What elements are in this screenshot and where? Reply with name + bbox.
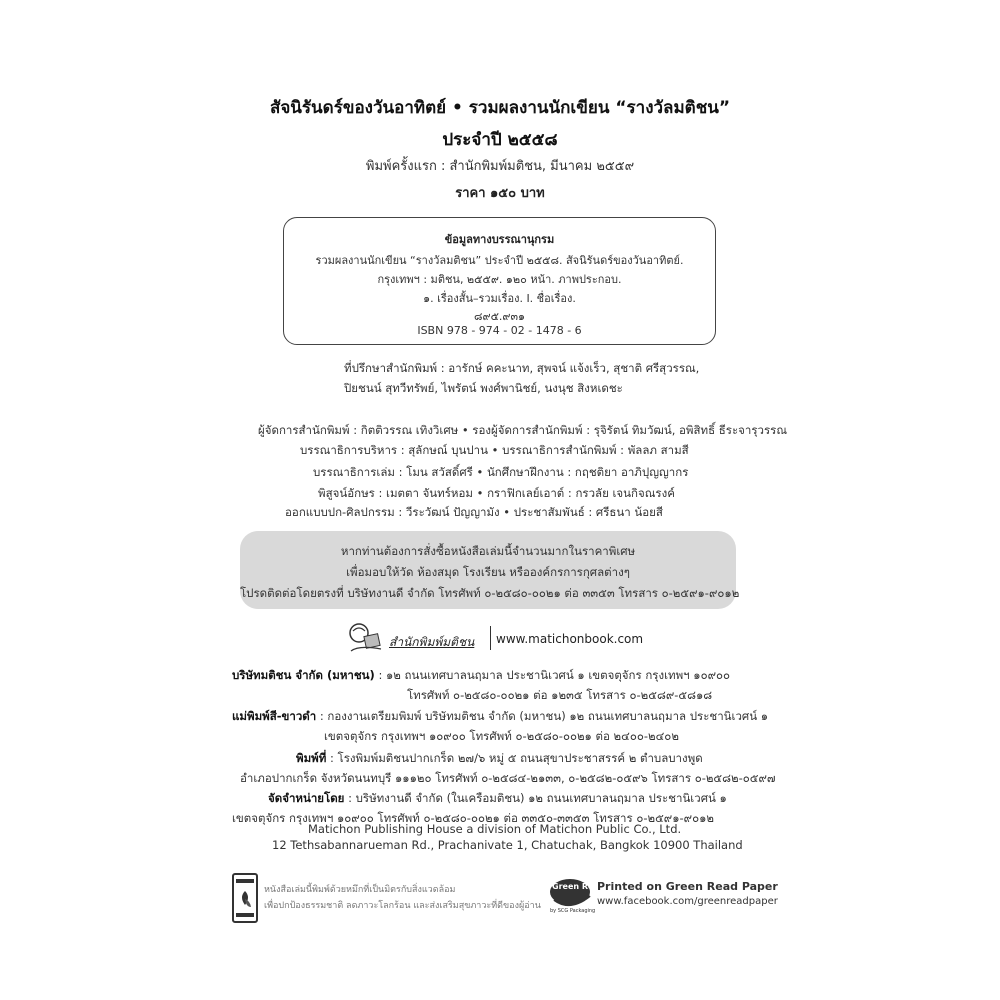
green-note: หนังสือเล่มนี้พิมพ์ด้วยหมึกที่เป็นมิตรกับสิ่งแวดล้อม [264, 885, 456, 895]
website-link[interactable]: www.matichonbook.com [496, 632, 644, 646]
logo-text: สำนักพิมพ์มติชน [389, 635, 475, 649]
price: ราคา ๑๕๐ บาท [455, 186, 545, 201]
advisors-line: ที่ปรึกษาสำนักพิมพ์ : อารักษ์ คคะนาท, สุพจน์ แจ้งเร็ว, สุชาติ ศรีสุวรรณ, [344, 361, 700, 375]
publisher-en-line: Matichon Publishing House a division of Matichon Public Co., Ltd. [308, 822, 682, 836]
book-title: สัจนิรันดร์ของวันอาทิตย์ • รวมผลงานนักเขียน “รางวัลมติชน” [269, 98, 731, 118]
green-read-logo-text: Green Read [552, 882, 605, 891]
publisher-text: : กองงานเตรียมพิมพ์ บริษัทมติชน จำกัด (มหาชน) ๑๒ ถนนเทศบาลนฤมาล ประชานิเวศน์ ๑ [316, 709, 769, 723]
publisher-line: เขตจตุจักร กรุงเทพฯ ๑๐๙๐๐ โทรศัพท์ ๐-๒๕๘๐-๐๐๒๑ ต่อ ๓๓๕๐-๓๓๕๓ โทรสาร ๐-๒๕๙๑-๙๐๑๒ [232, 811, 714, 825]
publisher-label: บริษัทมติชน จำกัด (มหาชน) [232, 668, 375, 682]
publisher-line: อำเภอปากเกร็ด จังหวัดนนทบุรี ๑๑๑๒๐ โทรศัพท์ ๐-๒๕๘๔-๒๑๓๓, ๐-๒๕๘๒-๐๕๙๖ โทรสาร ๐-๒๕๘๒-๐๕๙๗ [240, 771, 776, 785]
publisher-text: : ๑๒ ถนนเทศบาลนฤมาล ประชานิเวศน์ ๑ เขตจตุจักร กรุงเทพฯ ๑๐๙๐๐ [374, 668, 731, 682]
green-read-url[interactable]: www.facebook.com/greenreadpaper [597, 896, 778, 907]
catalog-classification: ๘๙๕.๙๓๑ [474, 310, 525, 323]
book-leaf-icon [232, 873, 258, 923]
publisher-label: พิมพ์ที่ [296, 751, 327, 765]
catalog-heading: ข้อมูลทางบรรณานุกรม [444, 233, 555, 246]
logo-divider [490, 626, 491, 650]
publisher-line: โทรศัพท์ ๐-๒๕๘๐-๐๐๒๑ ต่อ ๑๒๓๕ โทรสาร ๐-๒๕๘๙-๕๘๑๘ [407, 688, 713, 702]
order-line: เพื่อมอบให้วัด ห้องสมุด โรงเรียน หรือองค์กรการกุศลต่างๆ [346, 565, 630, 579]
cataloging-box [283, 217, 716, 345]
green-note: เพื่อปกป้องธรรมชาติ ลดภาวะโลกร้อน และส่งเสริมสุขภาวะที่ดีของผู้อ่าน [264, 901, 541, 911]
matichon-logo [345, 617, 485, 659]
order-line: โปรดติดต่อโดยตรงที่ บริษัทงานดี จำกัด โทรศัพท์ ๐-๒๕๘๐-๐๐๒๑ ต่อ ๓๓๕๓ โทรสาร ๐-๒๕๙๑-๙๐๑๒ [240, 586, 740, 600]
publisher-text: : บริษัทงานดี จำกัด (ในเครือมติชน) ๑๒ ถนนเทศบาลนฤมาล ประชานิเวศน์ ๑ [344, 791, 727, 805]
first-print: พิมพ์ครั้งแรก : สำนักพิมพ์มติชน, มีนาคม ๒๕๕๙ [365, 159, 635, 174]
catalog-line: กรุงเทพฯ : มติชน, ๒๕๕๙. ๑๒๐ หน้า. ภาพประกอบ. [377, 273, 622, 286]
advisors-line: ปิยชนน์ สุทวีทรัพย์, ไพรัตน์ พงศ์พานิชย์, นงนุช สิงหเดชะ [344, 381, 623, 395]
publisher-line [268, 790, 727, 808]
publisher-line [232, 708, 768, 726]
staff-line: บรรณาธิการบริหาร : สุลักษณ์ บุนปาน • บรรณาธิการสำนักพิมพ์ : พัลลภ สามสี [300, 443, 689, 457]
publisher-en-line: 12 Tethsabannarueman Rd., Prachanivate 1, Chatuchak, Bangkok 10900 Thailand [272, 838, 743, 852]
publisher-line [232, 667, 730, 685]
order-line: หากท่านต้องการสั่งซื้อหนังสือเล่มนี้จำนวนมากในราคาพิเศษ [340, 544, 636, 558]
printed-on-label: Printed on Green Read Paper [597, 880, 778, 893]
publisher-line: เขตจตุจักร กรุงเทพฯ ๑๐๙๐๐ โทรศัพท์ ๐-๒๕๘๐-๐๐๒๑ ต่อ ๒๔๐๐-๒๔๐๒ [324, 729, 679, 743]
staff-line: พิสูจน์อักษร : เมตตา จันทร์หอม • กราฟิกเลย์เอาต์ : กรวลัย เจนกิจณรงค์ [318, 486, 675, 500]
green-read-logo-sub: by SCG Packaging [550, 908, 596, 914]
catalog-line: ๑. เรื่องสั้น–รวมเรื่อง. I. ชื่อเรื่อง. [423, 292, 576, 305]
publisher-label: จัดจำหน่ายโดย [268, 791, 345, 805]
publisher-line [296, 750, 703, 768]
catalog-line: รวมผลงานนักเขียน “รางวัลมติชน” ประจำปี ๒๕๕๘. สัจนิรันดร์ของวันอาทิตย์. [315, 254, 684, 267]
order-info-box [240, 531, 740, 609]
book-subtitle: ประจำปี ๒๕๕๘ [442, 130, 558, 150]
staff-line: ออกแบบปก-ศิลปกรรม : วีระวัฒน์ ปัญญามัง • ประชาสัมพันธ์ : ศรีธนา น้อยสี [285, 505, 663, 519]
publisher-label: แม่พิมพ์สี-ขาวดำ [232, 709, 317, 723]
isbn: ISBN 978 - 974 - 02 - 1478 - 6 [417, 324, 582, 337]
publisher-text: : โรงพิมพ์มติชนปากเกร็ด ๒๗/๖ หมู่ ๕ ถนนสุขาประชาสรรค์ ๒ ตำบลบางพูด [326, 751, 703, 765]
staff-line: บรรณาธิการเล่ม : โมน สวัสดิ์ศรี • นักศึกษาฝึกงาน : กฤชติยา อาภิปุญญากร [313, 465, 689, 479]
staff-line: ผู้จัดการสำนักพิมพ์ : กิตติวรรณ เทิงวิเศษ • รองผู้จัดการสำนักพิมพ์ : รุจิรัตน์ ทิมวัฒน์, อพิสิทธิ์ ธีระจารุวรรณ [258, 423, 788, 437]
green-read-logo [548, 876, 605, 916]
